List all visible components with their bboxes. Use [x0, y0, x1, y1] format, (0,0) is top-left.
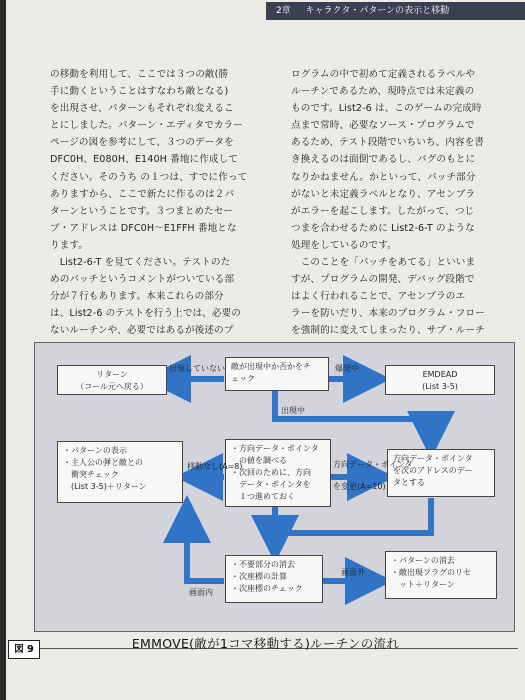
- label-exploding: 爆発中: [335, 364, 359, 373]
- label-appearing: 出現中: [281, 406, 305, 415]
- left-paragraph-2: List2-6-T を見てください。テストのた めのパッチというコメントがついている部 分が７行もあります。本来これらの部分 は、List2-6 のテストを行う上では、必要の ないルーチンや、必要ではあるが後述のプ: [50, 257, 242, 337]
- box-display-pattern: ・パターンの表示 ・主人公の弾と敵との 衝突チェック (List 3-5)＋リターン: [57, 441, 183, 503]
- box-check-appear: 敵が出現中か否かをチ ェック: [225, 357, 329, 391]
- label-direction-data: 方向データ・ポインタ: [333, 460, 413, 469]
- label-in-screen: 画面内: [189, 588, 213, 597]
- label-change: を変更(A=10): [333, 482, 386, 491]
- chapter-label: 2章: [276, 6, 291, 16]
- left-column: [50, 66, 274, 340]
- right-paragraph-2: このことを「パッチをあてる」といいま すが、プログラムの開発、デバッグ段階で はよく行われることで、アセンブラのエ ラーを防いだり、本来のプログラム・フロー を強制的に変えてしまったり、サブ・ルーチ: [291, 257, 485, 337]
- right-paragraph-1: ログラムの中で初めて定義されるラベルや ルーチンであるため、現時点では未定義の ものです。List2-6 は、このゲームの完成時 点まで常時、必要なソース・プログラムで あるため、テスト段階でいちいち、内容を書 き換えるのは面倒であるし、バグのもとに なりかねません。かといって、パッチ部分 がないと未定義ラベルとなり、アセンブラ がエラーを起こします。したがって、つじ つまを合わせるために List2-6-T のような 処理をしているのです。: [291, 69, 485, 251]
- figure-caption: EMMOVE(敵が1コマ移動する)ルーチンの流れ: [131, 636, 400, 651]
- label-out-screen: 画面外: [341, 568, 365, 577]
- flowchart-figure: [34, 342, 515, 632]
- box-direction-data: ・方向データ・ポインタ の値を調べる ・次回のために、方向 データ・ポインタを １つ進めておく: [225, 439, 331, 507]
- arrow-in-screen: [187, 507, 221, 581]
- chapter-title: キャラクタ・パターンの表示と移動: [305, 6, 450, 16]
- running-header: [266, 2, 525, 20]
- box-pattern-erase: ・パターンの消去 ・敵出現フラグのリセ ット＋リターン: [385, 551, 497, 599]
- box-pointer-next: 方向データ・ポインタ を次のアドレスのデー タとする: [387, 449, 495, 497]
- figure-number: 図 9: [8, 640, 40, 659]
- right-column: [291, 66, 513, 340]
- label-move-none: 移動なし(A=8): [187, 462, 243, 471]
- book-page: [6, 0, 525, 700]
- box-return: リターン （コール元へ戻る）: [57, 365, 167, 395]
- label-not-appearing: 出現していない: [169, 364, 225, 373]
- box-unused-erase: ・不要部分の消去 ・次座標の計算 ・次座標のチェック: [225, 555, 323, 603]
- box-emdead: EMDEAD (List 3-5): [385, 365, 495, 395]
- left-paragraph-1: の移動を利用して、ここでは３つの敵(勝 手に動くということはすなわち敵となる) を出現させ、パターンもそれぞれ変えるこ とにしました。パターン・エディタでカラー ページの図を参考にして、３つのデータを DFC0H、E080H、E140H 番地に作成して ください。そのうち の１つは、すでに作って ありますから、ここで新たに作るのは２パ ターンということです。３つまとめたセー ブ・アドレスは DFC0H～E1FFH 番地とな ります。: [50, 69, 248, 251]
